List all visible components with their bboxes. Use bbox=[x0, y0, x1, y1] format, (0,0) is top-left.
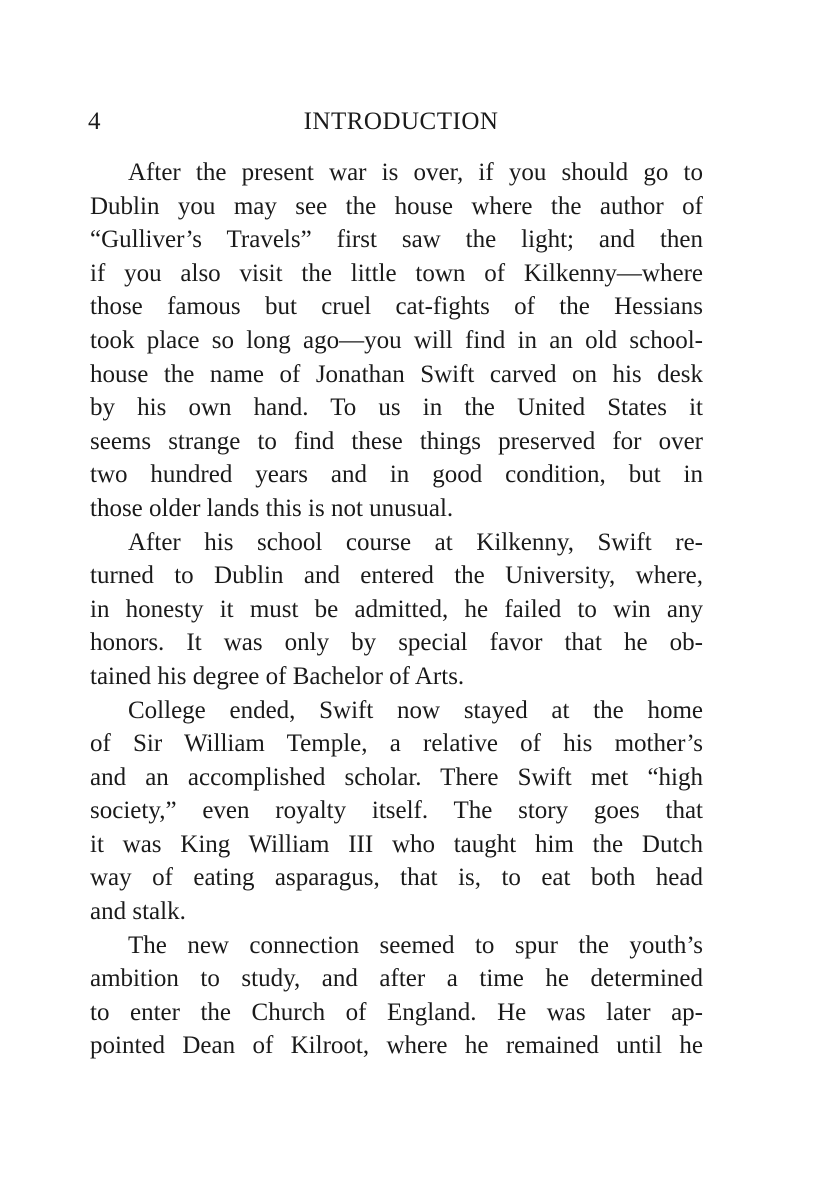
text-line: by his own hand. To us in the United States it bbox=[90, 394, 703, 422]
text-line: After the present war is over, if you should go to bbox=[128, 159, 703, 186]
text-line: College ended, Swift now stayed at the home bbox=[128, 696, 703, 724]
text-line: of Sir William Temple, a relative of his mother’s bbox=[90, 730, 703, 758]
paragraph bbox=[90, 929, 703, 1063]
text-line: The new connection seemed to spur the youth’s bbox=[128, 931, 703, 959]
text-line: took place so long ago—you will find in an old school- bbox=[90, 326, 703, 354]
text-line: those famous but cruel cat-fights of the Hessians bbox=[90, 293, 703, 321]
page-header bbox=[88, 104, 704, 140]
text-line: After his school course at Kilkenny, Swift re- bbox=[128, 528, 703, 556]
text-line: to enter the Church of England. He was later ap- bbox=[90, 998, 703, 1026]
paragraph bbox=[90, 156, 703, 526]
text-line: honors. It was only by special favor that he ob- bbox=[90, 629, 703, 657]
text-line: tained his degree of Bachelor of Arts. bbox=[90, 662, 465, 690]
text-line: and stalk. bbox=[90, 898, 186, 926]
body-text bbox=[90, 156, 703, 1063]
text-line: turned to Dublin and entered the University, where, bbox=[90, 562, 703, 590]
text-line: seems strange to find these things preserved for over bbox=[90, 427, 703, 455]
text-line: Dublin you may see the house where the author of bbox=[90, 192, 703, 220]
text-line: those older lands this is not unusual. bbox=[90, 494, 454, 522]
text-line: house the name of Jonathan Swift carved on his desk bbox=[90, 360, 703, 388]
paragraph bbox=[90, 694, 703, 929]
text-line: society,” even royalty itself. The story goes that bbox=[90, 797, 703, 825]
text-line: pointed Dean of Kilroot, where he remained until he bbox=[90, 1032, 703, 1060]
text-line: and an accomplished scholar. There Swift met “high bbox=[90, 763, 703, 791]
text-line: ambition to study, and after a time he determined bbox=[90, 965, 703, 993]
text-line: in honesty it must be admitted, he failed to win any bbox=[90, 595, 703, 623]
text-line: two hundred years and in good condition, but in bbox=[90, 461, 703, 489]
page-number: 4 bbox=[88, 108, 101, 135]
text-line: it was King William III who taught him the Dutch bbox=[90, 830, 703, 858]
running-head: INTRODUCTION bbox=[303, 108, 499, 135]
text-line: “Gulliver’s Travels” first saw the light; and then bbox=[90, 226, 703, 254]
paragraph bbox=[90, 526, 703, 694]
text-line: if you also visit the little town of Kilkenny—where bbox=[90, 259, 703, 287]
text-line: way of eating asparagus, that is, to eat both head bbox=[90, 864, 703, 892]
